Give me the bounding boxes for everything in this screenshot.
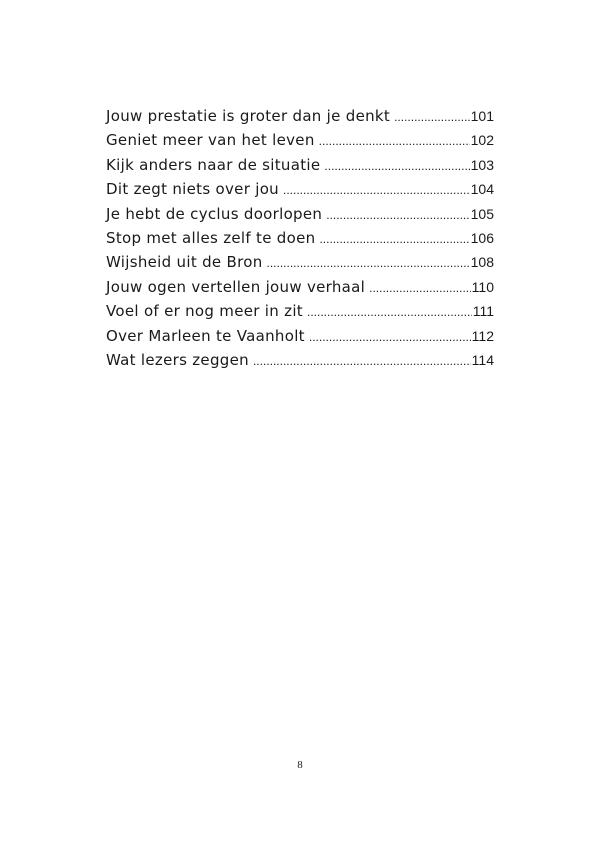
toc-entry[interactable] xyxy=(106,351,494,375)
toc-dot-leader xyxy=(319,232,469,246)
toc-entry-title: Voel of er nog meer in zit xyxy=(106,302,303,321)
toc-entry-title: Wat lezers zeggen xyxy=(106,350,249,369)
toc-entry-title: Kijk anders naar de situatie xyxy=(106,155,321,174)
toc-dot-leader xyxy=(253,354,471,368)
toc-dot-leader xyxy=(309,330,471,344)
toc-entry-title: Geniet meer van het leven xyxy=(106,131,315,150)
toc-entry-page: 114 xyxy=(471,351,494,368)
toc-dot-leader xyxy=(394,110,470,124)
toc-dot-leader xyxy=(324,159,469,173)
toc-entry-title: Dit zegt niets over jou xyxy=(106,180,279,199)
toc-entry-title: Jouw prestatie is groter dan je denkt xyxy=(106,107,391,125)
toc-entry[interactable] xyxy=(106,302,494,326)
toc-dot-leader xyxy=(267,256,470,270)
toc-dot-leader xyxy=(326,208,469,222)
toc-entry-page: 103 xyxy=(470,156,494,173)
toc-entry-page: 102 xyxy=(470,132,494,149)
toc-entry-page: 112 xyxy=(471,327,494,344)
toc-entry-page: 111 xyxy=(472,303,494,320)
toc-entry-page: 101 xyxy=(470,108,494,124)
toc-entry-page: 108 xyxy=(470,254,494,271)
toc-entry[interactable] xyxy=(106,156,494,180)
toc-entry-page: 105 xyxy=(470,205,494,222)
toc-entry[interactable] xyxy=(106,327,494,351)
toc-entry[interactable] xyxy=(106,107,494,131)
page-number: 8 xyxy=(297,759,303,771)
toc-dot-leader xyxy=(283,183,470,197)
toc-entry-title: Wijsheid uit de Bron xyxy=(106,253,263,272)
toc-entry[interactable] xyxy=(106,253,494,277)
toc-dot-leader xyxy=(369,281,471,295)
toc-dot-leader xyxy=(307,305,472,319)
toc-entry-page: 106 xyxy=(470,229,494,246)
toc-entry-page: 104 xyxy=(470,181,494,198)
table-of-contents xyxy=(106,107,494,375)
toc-entry-title: Je hebt de cyclus doorlopen xyxy=(106,204,323,223)
toc-entry-page: 110 xyxy=(471,278,494,295)
toc-entry[interactable] xyxy=(106,131,494,155)
toc-dot-leader xyxy=(319,134,470,148)
toc-entry[interactable] xyxy=(106,229,494,253)
toc-entry[interactable] xyxy=(106,205,494,229)
toc-entry-title: Jouw ogen vertellen jouw verhaal xyxy=(106,277,366,296)
toc-entry-title: Over Marleen te Vaanholt xyxy=(106,326,305,345)
toc-entry[interactable] xyxy=(106,180,494,204)
toc-entry[interactable] xyxy=(106,278,494,302)
toc-entry-title: Stop met alles zelf te doen xyxy=(106,228,316,247)
